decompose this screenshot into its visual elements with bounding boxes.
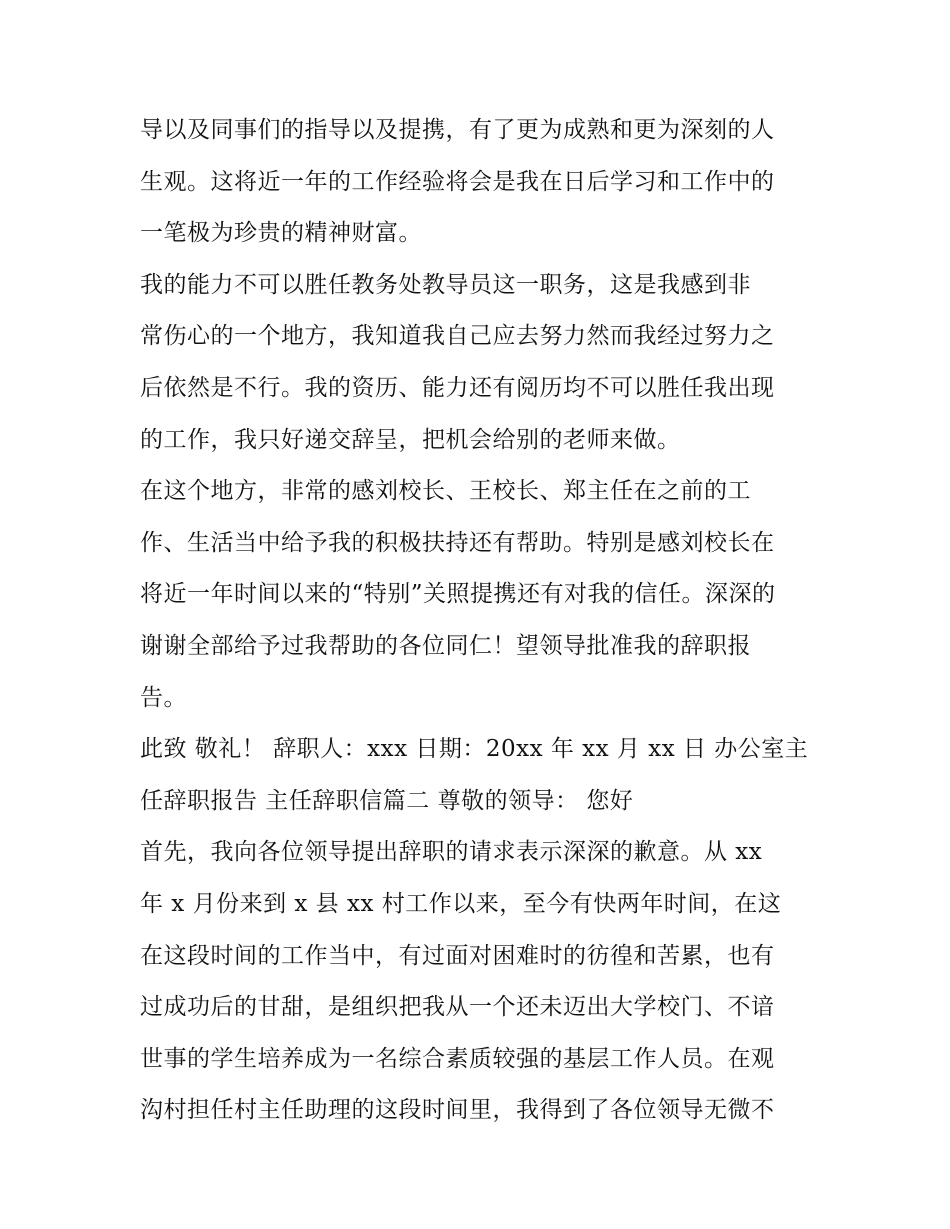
text-line: 告。 bbox=[140, 684, 187, 711]
text-line: 常伤心的一个地方，我知道我自己应去努力然而我经过努力之 bbox=[140, 323, 775, 350]
text-line: 的工作，我只好递交辞呈，把机会给别的老师来做。 bbox=[140, 426, 681, 453]
text-line: 此致 敬礼！ 辞职人：xxx 日期：20xx 年 xx 月 xx 日 办公室主 bbox=[140, 736, 809, 763]
text-line: 一笔极为珍贵的精神财富。 bbox=[140, 220, 422, 247]
text-line: 在这段时间的工作当中，有过面对困难时的彷徨和苦累，也有 bbox=[140, 942, 775, 969]
text-line: 作、生活当中给予我的积极扶持还有帮助。特别是感刘校长在 bbox=[140, 529, 775, 556]
text-line: 生观。这将近一年的工作经验将会是我在日后学习和工作中的 bbox=[140, 168, 775, 195]
text-line: 世事的学生培养成为一名综合素质较强的基层工作人员。在观 bbox=[140, 1045, 775, 1072]
text-line: 将近一年时间以来的“特别”关照提携还有对我的信任。深深的 bbox=[140, 581, 776, 608]
document-body bbox=[140, 105, 815, 1137]
text-line: 首先，我向各位领导提出辞职的请求表示深深的歉意。从 xx bbox=[140, 839, 763, 866]
text-line: 导以及同事们的指导以及提携，有了更为成熟和更为深刻的人 bbox=[140, 117, 775, 143]
text-line: 我的能力不可以胜任教务处教导员这一职务，这是我感到非 bbox=[140, 271, 751, 298]
text-line: 年 x 月份来到 x 县 xx 村工作以来，至今有快两年时间，在这 bbox=[140, 890, 782, 917]
text-line: 任辞职报告 主任辞职信篇二 尊敬的领导： 您好 bbox=[140, 787, 634, 814]
text-line: 后依然是不行。我的资历、能力还有阅历均不可以胜任我出现 bbox=[140, 374, 775, 401]
text-line: 沟村担任村主任助理的这段时间里，我得到了各位领导无微不 bbox=[140, 1097, 775, 1124]
text-line: 在这个地方，非常的感刘校长、王校长、郑主任在之前的工 bbox=[140, 478, 751, 505]
text-line: 谢谢全部给予过我帮助的各位同仁！望领导批准我的辞职报 bbox=[140, 632, 751, 659]
text-line: 过成功后的甘甜，是组织把我从一个还未迈出大学校门、不谙 bbox=[140, 994, 775, 1021]
